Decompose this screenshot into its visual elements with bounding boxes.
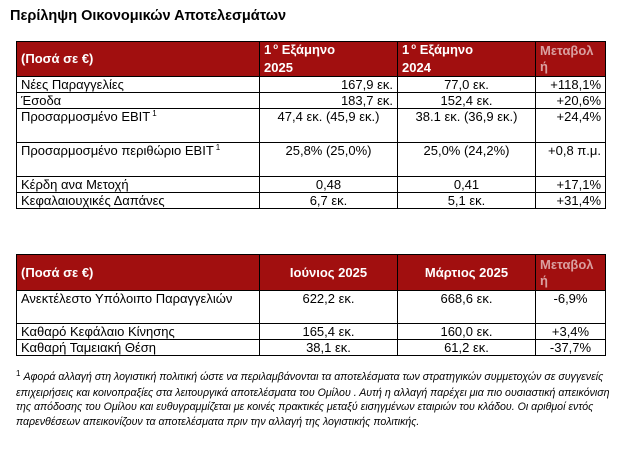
header-h1-2025-num: 1 [264,42,272,57]
header-h1-2025-word: Εξάμηνο [278,42,336,57]
value-march: 668,6 εκ. [398,291,536,324]
table-row [17,177,606,193]
value-change: +20,6% [536,93,606,109]
row-label-text: Προσαρμοσμένο περιθώριο EBIT [21,143,214,158]
header-h1-2024 [398,42,536,77]
header-h1-2024-sup: ο [411,42,417,51]
value-2024: 152,4 εκ. [398,93,536,109]
header-change-line1: Μεταβολ [540,256,594,272]
footnote-ref: 1 [152,109,157,118]
header-h1-2024-num: 1 [402,42,410,57]
footnote-marker: 1 [16,369,21,378]
value-change: +17,1% [536,177,606,193]
value-2025: 167,9 εκ. [260,77,398,93]
value-2025: 47,4 εκ. (45,9 εκ.) [260,109,398,143]
table-row [17,109,606,143]
value-2024: 5,1 εκ. [398,193,536,209]
table-row [17,340,606,356]
table-header-row [17,42,606,77]
value-2024: 0,41 [398,177,536,193]
value-2025: 183,7 εκ. [260,93,398,109]
header-h1-2025-year: 2025 [264,60,293,75]
header-change [536,42,606,77]
value-change: +31,4% [536,193,606,209]
row-label-text: Προσαρμοσμένο EBIT [21,109,151,124]
value-2024: 25,0% (24,2%) [398,143,536,177]
value-2025: 25,8% (25,0%) [260,143,398,177]
footnote-ref: 1 [215,143,221,152]
value-change: -6,9% [536,291,606,324]
header-h1-2024-year: 2024 [402,60,431,75]
value-change: +118,1% [536,77,606,93]
header-change-line2: ή [540,272,548,288]
row-label: Έσοδα [17,93,260,109]
balance-items-table [16,254,606,356]
page-title: Περίληψη Οικονομικών Αποτελεσμάτων [10,8,287,24]
footnote-text: Αφορά αλλαγή στη λογιστική πολιτική ώστε να περιλαμβάνονται τα αποτελέσματα των στρατηγικών συμμετοχών σε συγγενείς επιχειρήσεις και κοινοπραξίες στα λειτουργικά αποτελέσματα του Ομίλου . Αυτή η αλλαγή παρέχει μια πιο ουσιαστική απεικόνιση της απόδοσης του Ομίλου και ευθυγραμμίζεται με κοινές πρακτικές μεταξύ εισηγμένων εταιριών του κλάδου. Οι αριθμοί εντός παρενθέσεων απεικονίζουν τα αποτελέσματα πριν την αλλαγή της λογιστικής πολιτικής. [16,371,610,428]
value-change: +24,4% [536,109,606,143]
value-june: 38,1 εκ. [260,340,398,356]
table-row [17,77,606,93]
header-h1-2024-word: Εξάμηνο [416,42,474,57]
table-row [17,193,606,209]
value-change: -37,7% [536,340,606,356]
header-june-2025: Ιούνιος 2025 [260,255,398,291]
header-h1-2025-sup: ο [273,42,279,51]
row-label: Ανεκτέλεστο Υπόλοιπο Παραγγελιών [17,291,260,324]
header-amounts-label: (Ποσά σε €) [17,42,260,77]
row-label [17,109,260,143]
value-june: 622,2 εκ. [260,291,398,324]
value-2024: 38.1 εκ. (36,9 εκ.) [398,109,536,143]
table-row [17,291,606,324]
header-h1-2025 [260,42,398,77]
table-row [17,143,606,177]
header-change-line2: ή [540,59,548,74]
value-change: +0,8 π.μ. [536,143,606,177]
header-change-line1: Μεταβολ [540,43,594,58]
row-label: Κέρδη ανα Μετοχή [17,177,260,193]
value-2025: 6,7 εκ. [260,193,398,209]
value-march: 160,0 εκ. [398,324,536,340]
footnote [16,370,618,429]
value-2024: 77,0 εκ. [398,77,536,93]
table-header-row [17,255,606,291]
row-label: Καθαρή Ταμειακή Θέση [17,340,260,356]
half-year-results-table [16,41,606,209]
header-change [536,255,606,291]
row-label: Κεφαλαιουχικές Δαπάνες [17,193,260,209]
table-row [17,324,606,340]
value-2025: 0,48 [260,177,398,193]
value-march: 61,2 εκ. [398,340,536,356]
header-amounts-label: (Ποσά σε €) [17,255,260,291]
row-label: Καθαρό Κεφάλαιο Κίνησης [17,324,260,340]
header-march-2025: Μάρτιος 2025 [398,255,536,291]
row-label [17,143,260,177]
value-june: 165,4 εκ. [260,324,398,340]
table-row [17,93,606,109]
row-label: Νέες Παραγγελίες [17,77,260,93]
value-change: +3,4% [536,324,606,340]
